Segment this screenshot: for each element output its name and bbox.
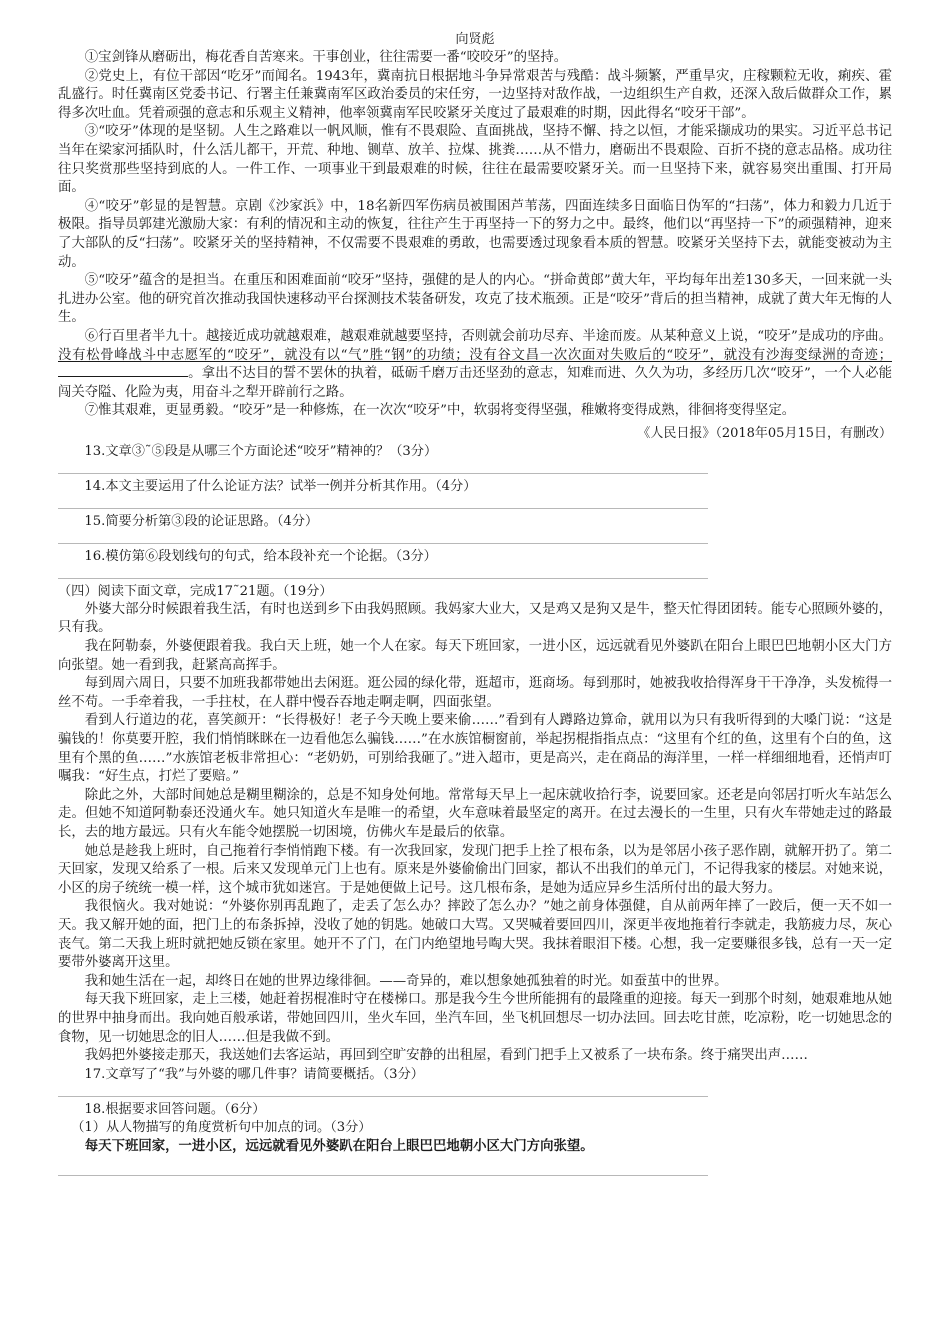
question-17	[58, 1066, 892, 1097]
story-paragraph: 我和她生活在一起，却终日在她的世界边缘徘徊。——奇异的，难以想象她孤独着的时光。如蚕茧中的世界。	[84, 973, 728, 989]
answer-line[interactable]	[58, 531, 708, 544]
story-paragraph: 我妈把外婆接走那天，我送她们去客运站，再回到空旷安静的出租屋，看到门把手上又被系了一块布条。终于痛哭出声……	[84, 1048, 808, 1064]
paragraph-3: ③“咬牙”体现的是坚韧。人生之路难以一帆风顺，惟有不畏艰险、直面挑战，坚持不懈、持之以恒，才能采撷成功的果实。习近平总书记当年在梁家河插队时，什么活儿都干，开荒、种地、铡草、放羊、拉煤、挑粪……从不惜力，磨砺出不畏艰险、百折不挠的意志品格。成功往往只奖赏那些坚持到底的人。一件工作、一项事业干到最艰难的时候，往往在最需要咬紧牙关。而一旦坚持下来，就容易突出重围、打开局面。	[58, 124, 892, 196]
story-paragraph: 我很恼火。我对她说：“外婆你别再乱跑了，走丢了怎么办？摔跤了怎么办？”她之前身体强健，自从前两年摔了一跤后，便一天不如一天。我又解开她的面，把门上的布条拆掉，没收了她的钥匙。她破口大骂。又哭喊着要回四川，深更半夜地拖着行李就走，我筋疲力尽，灰心丧气。第二天我上班时就把她反锁在家里。她开不了门，在门内绝望地号啕大哭。我抹着眼泪下楼。心想，我一定要赚很多钱，总有一天一定要带外婆离开这里。	[58, 899, 892, 971]
paragraph-5: ⑤“咬牙”蕴含的是担当。在重压和困难面前“咬牙”坚持，强健的是人的内心。“拼命黄郎”黄大年，平均每年出差130多天，一回来就一头扎进办公室。他的研究首次推动我国快速移动平台探测技术装备研发，攻克了技术瓶颈。正是“咬牙”背后的担当精神，成就了黄大年无悔的人生。	[58, 273, 892, 326]
story-paragraph: 我在阿勒泰，外婆便跟着我。我白天上班，她一个人在家。每天下班回家，一进小区，远远就看见外婆趴在阳台上眼巴巴地朝小区大门方向张望。她一看到我，赶紧高高挥手。	[58, 639, 892, 673]
question-14-text: 14.本文主要运用了什么论证方法？试举一例并分析其作用。（4分）	[84, 478, 477, 494]
story-paragraph: 她总是趁我上班时，自己拖着行李悄悄跑下楼。有一次我回家，发现门把手上拴了根布条，以为是邻居小孩子恶作剧，就解开扔了。第二天回家，发现又给系了一根。后来又发现单元门上也有。原来是外婆偷偷出门回家，都认不出我们的单元门，不记得我家的楼层。对她来说，小区的房子统统一模一样，这个城市犹如迷宫。于是她便做上记号。这几根布条，是她为适应异乡生活所付出的最大努力。	[58, 843, 892, 896]
question-17-text: 17.文章写了“我”与外婆的哪几件事？请简要概括。（3分）	[84, 1066, 424, 1082]
underlined-sentence: 没有松骨峰战斗中志愿军的“咬牙”，就没有以“气”胜“钢”的功绩；没有谷文昌一次次面对失败后的“咬牙”，就没有沙海变绿洲的奇迹；	[58, 347, 892, 363]
quoted-sentence: 每天下班回家，一进小区，远远就看见外婆趴在阳台上眼巴巴地朝小区大门方向张望。	[84, 1138, 594, 1154]
story-paragraph: 每天我下班回家，走上三楼，她赶着拐棍准时守在楼梯口。那是我今生今世所能拥有的最隆重的迎接。每天一到那个时刻，她艰难地从她的世界中抽身而出。我向她百般承诺，带她回四川，坐火车回，坐汽车回，坐飞机回想尽一切办法回。回去吃甘蔗，吃凉粉，吃一切她思念的食物，见一切她思念的旧人……但是我做不到。	[58, 992, 892, 1045]
article-source: 《人民日报》（2018年05月15日，有删改）	[637, 425, 892, 441]
question-18	[58, 1101, 892, 1176]
paragraph-6-ending: 。拿出不达目的誓不罢休的执着，砥砺千磨万击还坚劲的意志，知难而进、久久为功，多经历几次“咬牙”，一个人必能闯关夺隘、化险为夷，用奋斗之犁开辟前行之路。	[58, 366, 892, 400]
answer-line[interactable]	[58, 496, 708, 509]
question-13	[58, 443, 892, 474]
story-paragraph: 外婆大部分时候跟着我生活，有时也送到乡下由我妈照顾。我妈家大业大，又是鸡又是狗又是牛，整天忙得团团转。能专心照顾外婆的，只有我。	[58, 601, 892, 636]
paragraph-6-intro: ⑥行百里者半九十。越接近成功就越艰难，越艰难就越要坚持，否则就会前功尽弃、半途而废。从某种意义上说，“咬牙”是成功的序曲。	[84, 328, 892, 344]
question-16	[58, 548, 892, 579]
question-13-text: 13.文章③˜⑤段是从哪三个方面论述“咬牙”精神的？（3分）	[84, 443, 438, 459]
fill-in-blank	[58, 365, 188, 377]
answer-line[interactable]	[58, 461, 708, 474]
answer-line[interactable]	[58, 1163, 708, 1176]
question-16-text: 16.模仿第⑥段划线句的句式，给本段补充一个论据。（3分）	[84, 548, 437, 564]
story-paragraph: 每到周六周日，只要不加班我都带她出去闲逛。逛公园的绿化带，逛超市，逛商场。每到那时，她被我收拾得浑身干干净净，头发梳得一丝不苟。一手牵着我，一手拄杖，在人群中慢吞吞地走啊走啊，四面张望。	[58, 676, 892, 710]
paragraph-6	[58, 328, 892, 402]
paragraph-7: ⑦惟其艰难，更显勇毅。“咬牙”是一种修炼，在一次次“咬牙”中，软弱将变得坚强，稚嫩将变得成熟，徘徊将变得坚定。	[84, 403, 796, 419]
paragraph-1: ①宝剑锋从磨砺出，梅花香自苦寒来。干事创业，往往需要一番“咬咬牙”的坚持。	[84, 50, 568, 65]
answer-line[interactable]	[58, 1084, 708, 1097]
question-18-1-text: （1）从人物描写的角度赏析句中加点的词。（3分）	[71, 1119, 372, 1135]
question-15	[58, 513, 892, 544]
section-4-heading: （四）阅读下面文章，完成17˜21题。（19分）	[58, 583, 333, 599]
paragraph-4: ④“咬牙”彰显的是智慧。京剧《沙家浜》中，18名新四军伤病员被围困芦苇荡，四面连续多日面临日伪军的“扫荡”，体力和毅力几近于极限。指导员郭建光激励大家：有利的情况和主动的恢复，往往产生于再坚持一下的努力之中。最终，他们以“再坚持一下”的顽强精神，迎来了大部队的反“扫荡”。咬紧牙关的坚持精神，不仅需要不畏艰难的勇敢，也需要透过现象看本质的智慧。咬紧牙关坚持下去，就能变被动为主动。	[58, 198, 892, 270]
question-18-text: 18.根据要求回答问题。（6分）	[84, 1101, 266, 1117]
story-paragraph: 除此之外，大部时间她总是糊里糊涂的，总是不知身处何地。常常每天早上一起床就收拾行李，说要回家。还老是向邻居打听火车站怎么走。但她不知道阿勒泰还没通火车。她只知道火车是唯一的希望，火车意味着最坚定的离开。在过去漫长的一生里，只有火车带她走过的路最长，去的地方最远。只有火车能令她摆脱一切困境，仿佛火车是最后的依靠。	[58, 787, 892, 840]
article-author: 向贤彪	[455, 32, 495, 47]
document-page	[58, 30, 892, 1180]
paragraph-2: ②党史上，有位干部因“吃牙”而闻名。1943年，冀南抗日根据地斗争异常艰苦与残酷：战斗频繁，严重旱灾，庄稼颗粒无收，痢疾、霍乱盛行。时任冀南区党委书记、行署主任兼冀南军区政治委员的宋任穷，一边坚持对敌作战，一边组织生产自救，还深入敌后做群众工作，累得多次吐血。凭着顽强的意志和乐观主义精神，他率领冀南军民咬紧牙关度过了最艰难的时期，因此得名“咬牙干部”。	[58, 68, 892, 121]
answer-line[interactable]	[58, 566, 708, 579]
story-paragraph: 看到人行道边的花，喜笑颜开：“长得极好！老子今天晚上要来偷……”看到有人蹲路边算命，就用以为只有我听得到的大嗓门说：“这是骗钱的！你莫要开腔，我们悄悄眯眯在一边看他怎么骗钱……”在水族馆橱窗前，举起拐棍指指点点：“这里有个红的鱼，这里有个白的鱼，这里有个黑的鱼……”水族馆老板非常担心：“老奶奶，可别给我砸了。”进入超市，更是高兴，走在商品的海洋里，一样一样细细地看，还悄声叮嘱我：“好生点，打烂了要赔。”	[58, 713, 892, 785]
question-14	[58, 478, 892, 509]
question-15-text: 15.简要分析第③段的论证思路。（4分）	[84, 513, 319, 529]
